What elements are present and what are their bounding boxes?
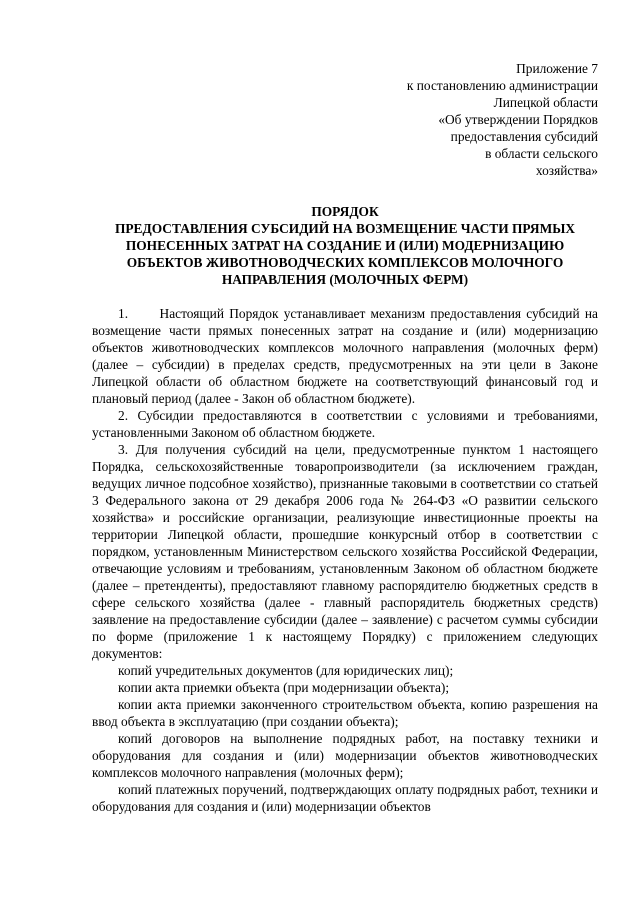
- appendix-line: Приложение 7: [516, 61, 598, 76]
- paragraph-1: 1. Настоящий Порядок устанавливает механизм предоставления субсидий на возмещение части прямых понесенных затрат на создание и (или) модернизацию объектов животноводческих комплексов молочного направления (молочных ферм) (далее – субсидии) в пределах средств, предусмотренных на эти цели в Законе Липецкой области об областном бюджете на соответствующий финансовый год и плановый период (далее - Закон об областном бюджете).: [92, 306, 598, 406]
- appendix-line: в области сельского: [485, 146, 598, 161]
- title-line: ПРЕДОСТАВЛЕНИЯ СУБСИДИЙ НА ВОЗМЕЩЕНИЕ ЧАСТИ ПРЯМЫХ: [114, 221, 576, 236]
- appendix-line: «Об утверждении Порядков: [438, 112, 598, 127]
- title-line: НАПРАВЛЕНИЯ (МОЛОЧНЫХ ФЕРМ): [221, 272, 469, 287]
- appendix-line: к постановлению администрации: [406, 78, 598, 93]
- title-line: ОБЪЕКТОВ ЖИВОТНОВОДЧЕСКИХ КОМПЛЕКСОВ МОЛОЧНОГО: [126, 255, 564, 270]
- title-line: ПОРЯДОК: [311, 204, 379, 219]
- document-list-item: копий договоров на выполнение подрядных работ, на поставку техники и оборудования для создания и (или) модернизации объектов животноводческих комплексов молочного направления (молочных ферм);: [92, 731, 598, 780]
- document-title: [92, 203, 598, 288]
- title-line: ПОНЕСЕННЫХ ЗАТРАТ НА СОЗДАНИЕ И (ИЛИ) МОДЕРНИЗАЦИЮ: [125, 238, 565, 253]
- document-body: [92, 305, 598, 815]
- appendix-line: хозяйства»: [535, 163, 598, 178]
- paragraph-2: 2. Субсидии предоставляются в соответствии с условиями и требованиями, установленными Законом об областном бюджете.: [92, 408, 598, 440]
- paragraph-3: 3. Для получения субсидий на цели, предусмотренные пунктом 1 настоящего Порядка, сельскохозяйственные товаропроизводители (за исключением граждан, ведущих личное подсобное хозяйство), признанные таковыми в соответствии со статьей 3 Федерального закона от 29 декабря 2006 года № 264-ФЗ «О развитии сельского хозяйства» и российские организации, реализующие инвестиционные проекты на территории Липецкой области, прошедшие конкурсный отбор в соответствии с порядком, установленным Министерством сельского хозяйства Российской Федерации, отвечающие условиям и требованиям, установленным Законом об областном бюджете (далее – претенденты), предоставляют главному распорядителю бюджетных средств в сфере сельского хозяйства (далее - главный распорядитель бюджетных средств) заявление на предоставление субсидии (далее – заявление) с расчетом суммы субсидии по форме (приложение 1 к настоящему Порядку) с приложением следующих документов:: [92, 442, 598, 661]
- appendix-line: Липецкой области: [493, 95, 598, 110]
- document-list-item: копий учредительных документов (для юридических лиц);: [118, 663, 454, 678]
- document-list-item: копий платежных поручений, подтверждающих оплату подрядных работ, техники и оборудования для создания и (или) модернизации объектов: [92, 782, 598, 814]
- appendix-line: предоставления субсидий: [450, 129, 598, 144]
- document-list-item: копии акта приемки объекта (при модернизации объекта);: [118, 680, 450, 695]
- document-list-item: копии акта приемки законченного строительством объекта, копию разрешения на ввод объекта в эксплуатацию (при создании объекта);: [92, 697, 598, 729]
- appendix-header: [92, 60, 598, 179]
